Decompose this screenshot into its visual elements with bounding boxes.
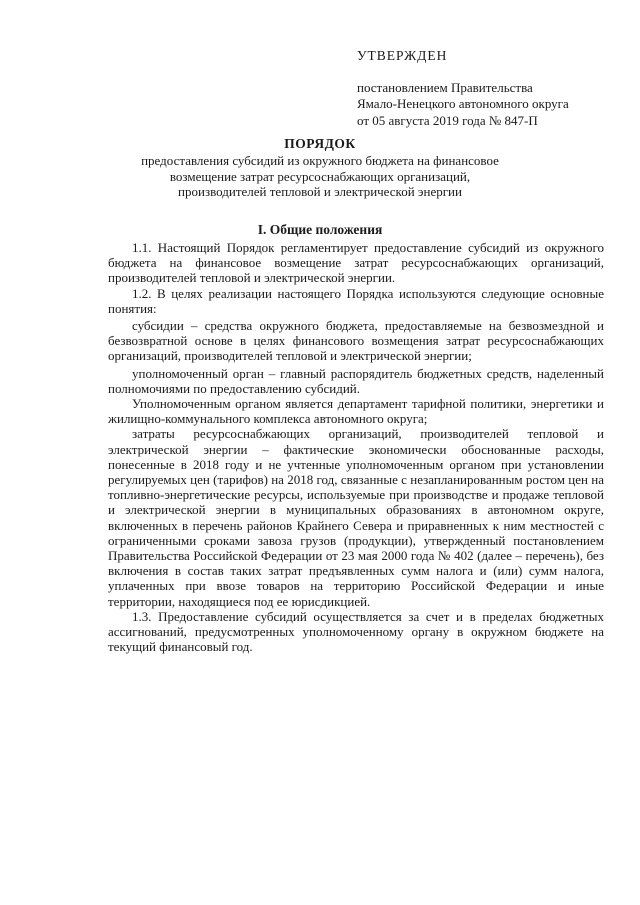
approval-line: постановлением Правительства: [357, 79, 533, 95]
title-main: ПОРЯДОК: [284, 136, 356, 151]
approval-line: Ямало-Ненецкого автономного округа: [357, 96, 569, 111]
title-subtitle-line: производителей тепловой и электрической энергии: [178, 184, 462, 199]
title-subtitle-line: предоставления субсидий из окружного бюджета на финансовое: [141, 153, 499, 168]
document-body: [108, 240, 604, 654]
authorized-body-statement: Уполномоченным органом является департамент тарифной политики, энергетики и жилищно-коммунального комплекса автономного округа;: [108, 396, 604, 427]
paragraph-1-1: 1.1. Настоящий Порядок регламентирует предоставление субсидий из окружного бюджета на финансовое возмещение затрат ресурсоснабжающих организаций, производителей тепловой и электрической энергии.: [108, 240, 604, 286]
approval-stamp: [357, 48, 617, 129]
section-heading: I. Общие положения: [257, 222, 383, 237]
definition-authorized-body: уполномоченный орган – главный распорядитель бюджетных средств, наделенный полномочиями по предоставлению субсидий.: [108, 365, 604, 396]
title-subtitle-line: возмещение затрат ресурсоснабжающих организаций,: [169, 168, 471, 184]
definition-costs: затраты ресурсоснабжающих организаций, производителей тепловой и электрической энергии – фактические экономически обоснованные расходы, понесенные в 2018 году и не учтенные уполномоченным органом при установлении регулируемых цен (тарифов) на 2018 год, связанные с незапланированным ростом цен на топливно-энергетические ресурсы, используемые при производстве и продаже тепловой и электрической энергии в муниципальных образованиях в автономном округе, включенных в перечень районов Крайнего Севера и приравненных к ним местностей с ограниченными сроками завоза грузов (продукции), утвержденный постановлением Правительства Российской Федерации от 23 мая 2000 года № 402 (далее – перечень), без включения в состав таких затрат предъявленных сумм налога и (или) сумм налога, уплаченных при ввозе товаров на территорию Российской Федерации и иные территории, находящиеся под ее юрисдикцией.: [108, 426, 604, 609]
paragraph-1-2: 1.2. В целях реализации настоящего Порядка используются следующие основные понятия:: [108, 285, 604, 316]
definition-subsidies: субсидии – средства окружного бюджета, предоставляемые на безвозмездной и безвозвратной основе в целях финансового возмещения затрат ресурсоснабжающих организаций, производителей тепловой и электрической энергии;: [108, 318, 604, 364]
document-title: [100, 135, 540, 200]
approval-line: от 05 августа 2019 года № 847-П: [357, 112, 538, 128]
approved-label: УТВЕРЖДЕН: [357, 48, 448, 63]
paragraph-1-3: 1.3. Предоставление субсидий осуществляется за счет и в пределах бюджетных ассигнований, предусмотренных уполномоченному органу в окружном бюджете на текущий финансовый год.: [108, 608, 604, 655]
